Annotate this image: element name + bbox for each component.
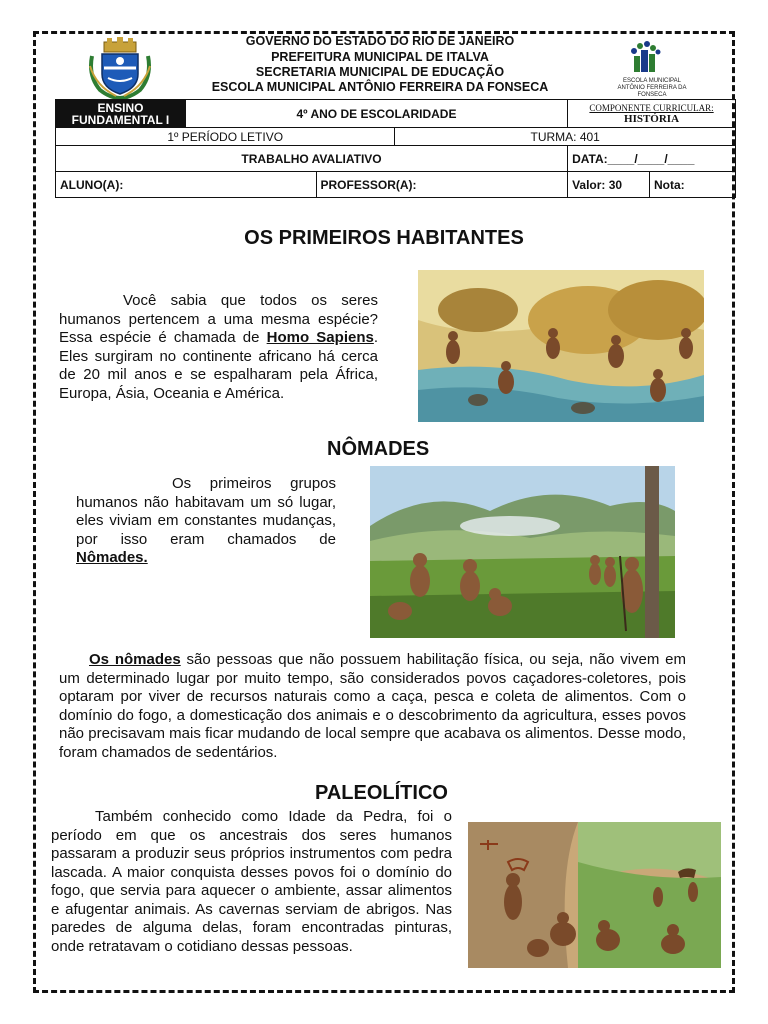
header-line-prefeitura: PREFEITURA MUNICIPAL DE ITALVA xyxy=(271,50,489,64)
section2-text-a: Os primeiros grupos humanos não habitavam um só lugar, eles viviam em constantes mudanças, por isso eram chamados de xyxy=(76,475,336,548)
section3-paragraph xyxy=(59,651,686,762)
componente-value: HISTÓRIA xyxy=(624,112,680,125)
header-line-secretaria: SECRETARIA MUNICIPAL DE EDUCAÇÃO xyxy=(255,65,505,79)
section-title-paleolitico: PALEOLÍTICO xyxy=(315,782,448,804)
section4-paragraph xyxy=(51,808,452,956)
aluno-field[interactable]: ALUNO(A): xyxy=(56,172,317,198)
componente-label: COMPONENTE CURRICULAR: xyxy=(589,102,714,113)
section-title-nomades: NÔMADES xyxy=(327,438,430,460)
componente-cell xyxy=(568,100,736,128)
section1-paragraph xyxy=(59,292,378,403)
early-humans-illustration xyxy=(418,270,704,422)
nomads-illustration xyxy=(370,466,675,638)
valor-field: Valor: 30 xyxy=(568,172,650,198)
header-line-government: GOVERNO DO ESTADO DO RIO DE JANEIRO xyxy=(245,34,515,48)
school-logo-text: ESCOLA MUNICIPAL ANTÔNIO FERREIRA DA FONSECA xyxy=(617,78,687,98)
municipal-coat-of-arms-icon xyxy=(86,36,154,100)
turma: TURMA: 401 xyxy=(395,128,736,146)
ensino-line1: ENSINO xyxy=(97,100,144,115)
ensino-line2: FUNDAMENTAL I xyxy=(71,112,170,127)
homo-sapiens-term: Homo Sapiens xyxy=(266,329,374,346)
professor-field[interactable]: PROFESSOR(A): xyxy=(316,172,568,198)
school-year-title: 4º ANO DE ESCOLARIDADE xyxy=(185,100,567,128)
data-field[interactable]: DATA:____/____/____ xyxy=(568,146,736,172)
section4-text: Também conhecido como Idade da Pedra, foi o período em que os ancestrais dos seres humanos passaram a produzir seus próprios instrumentos com pedra lascada. A maior conquista desses povos foi o domínio do fogo, que servia para aquecer o ambiente, assar alimentos e afugentar animais. As cavernas serviam de abrigos. Nas paredes de alguma delas, foram encontradas pinturas, onde retratavam o cotidiano dessas pessoas. xyxy=(51,808,452,955)
section1-text-a: Você sabia que todos os seres humanos pertencem a uma mesma espécie? Essa espécie é chamada de xyxy=(59,292,378,346)
section2-paragraph xyxy=(76,475,336,568)
section-title-primeiros-habitantes: OS PRIMEIROS HABITANTES xyxy=(244,227,524,249)
trabalho-avaliativo: TRABALHO AVALIATIVO xyxy=(56,146,568,172)
section1-text-b: . Eles surgiram no continente africano há cerca de 20 mil anos e se espalharam pela África, Europa, Ásia, Oceania e América. xyxy=(59,329,379,402)
periodo-letivo: 1º PERÍODO LETIVO xyxy=(56,128,395,146)
assessment-info-table xyxy=(55,99,736,198)
nomades-term: Nômades. xyxy=(76,549,148,566)
os-nomades-term: Os nômades xyxy=(89,651,181,668)
paleolithic-illustration xyxy=(468,822,721,968)
header-line-school: ESCOLA MUNICIPAL ANTÔNIO FERREIRA DA FONSECA xyxy=(211,80,549,94)
nota-field[interactable]: Nota: xyxy=(650,172,736,198)
ensino-badge xyxy=(56,100,186,128)
section3-text: são pessoas que não possuem habilitação física, ou seja, não vivem em um determinado lugar por muito tempo, são considerados povos caçadores-coletores, pois optaram por viver de recursos naturais como a caça, pesca e coleta de alimentos. Com o domínio do fogo, a domesticação dos animais e o descobrimento da agricultura, esses povos não precisavam mais ficar mudando de local sempre que acabava os alimentos. Desse modo, foram chamados de sedentários. xyxy=(59,651,687,761)
